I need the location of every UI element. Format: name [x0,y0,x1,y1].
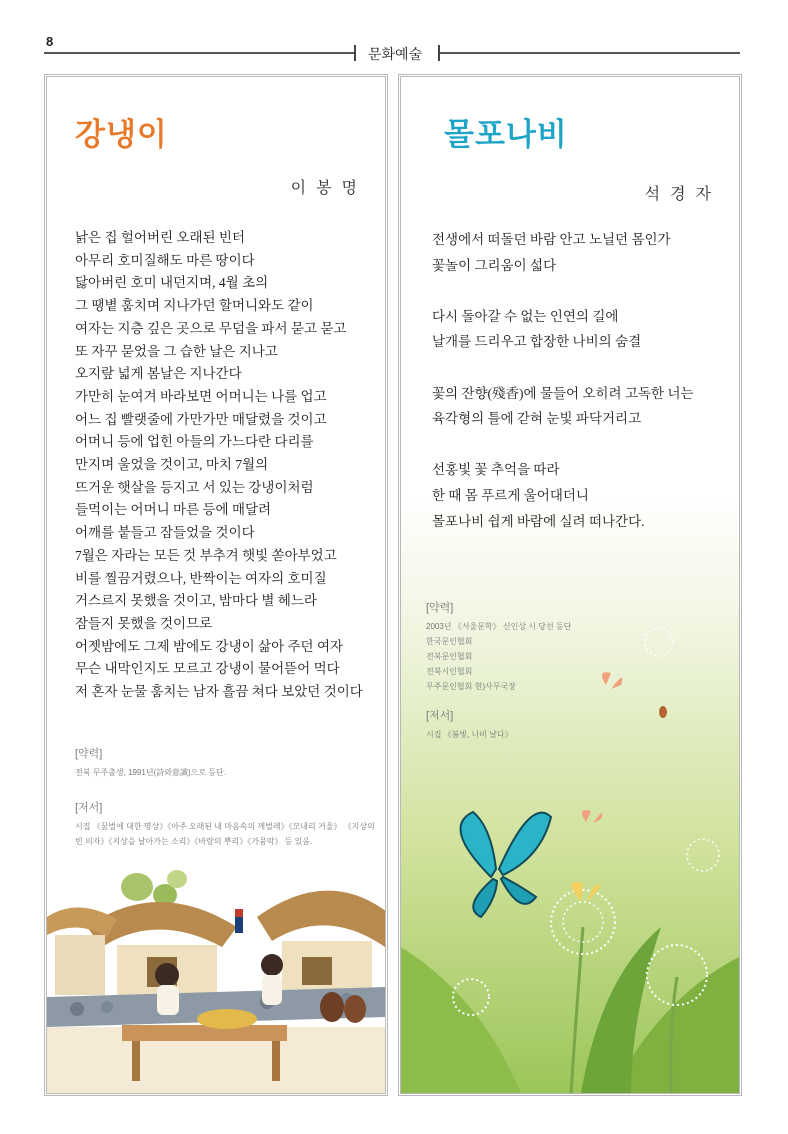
poem-column-left [44,74,388,1096]
poem-line: 어머니 등에 업힌 아들의 가느다란 다리를 [75,434,314,450]
poem-author: 석경자 [644,186,721,203]
author-works [75,799,375,849]
bio-line: 2003년 《서울문학》 신인상 시 당선 등단 [426,622,572,631]
bio-lines [426,619,571,694]
poem-line: 들먹이는 어머니 마른 등에 매달려 [75,502,272,518]
poem-line: 전생에서 떠돌던 바람 안고 노닐던 몸인가 [432,232,671,247]
village-illustration [47,857,385,1093]
poem-line: 어젯밤에도 그제 밤에도 강냉이 삶아 주던 여자 [75,638,344,654]
dandelion-butterfly-illustration [401,497,739,1093]
works-text: 시집 《봄빛, 나비 날다》 [426,730,513,739]
poem-line: 어깨를 붙들고 잠들었을 것이다 [75,525,255,541]
bio-line: 무주문인협회 현)사무국장 [426,682,516,691]
stanza-gap [432,278,732,304]
poem-line: 여자는 지층 깊은 곳으로 무덤을 파서 묻고 묻고 [75,320,347,336]
poem-title: 강냉이 [75,117,168,152]
stanza-gap [432,432,732,458]
poem-line: 꽃의 잔향(殘香)에 물들어 오히려 고독한 너는 [432,385,694,401]
stanza-gap [432,355,732,381]
works-heading: [저서] [75,802,103,814]
poem-column-right [398,74,742,1096]
poem-body [75,227,380,704]
poem-author: 이봉명 [290,180,367,197]
bio-text: 전북 무주출생, 1991년(詩와意識)으로 등단. [75,768,226,777]
header-tick-left [354,45,356,61]
bio-heading: [약력] [426,602,454,614]
poem-line: 오지랖 넓게 봄날은 지나간다 [75,366,242,382]
poem-line: 만지며 울었을 것이고, 마치 7월의 [75,457,269,473]
poem-line: 어느 집 빨랫줄에 가만가만 매달렸을 것이고 [75,411,327,427]
poem-title: 몰포나비 [444,117,568,152]
page-number: 8 [46,34,54,49]
poem-line: 닳아버린 호미 내던지며, 4월 초의 [75,275,269,291]
poem-line: 낡은 집 헐어버린 오래된 빈터 [75,230,245,245]
poem-line: 아무리 호미질해도 마른 땅이다 [75,252,255,268]
poem-line: 저 혼자 눈물 훔치는 남자 흘끔 쳐다 보았던 것이다 [75,684,363,700]
poem-line: 선홍빛 꽃 추억을 따라 [432,462,560,478]
poem-line: 또 자꾸 묻었을 그 습한 날은 지나고 [75,343,278,359]
header-rule-left [44,52,354,54]
poem-line: 꽃놀이 그리움이 섧다 [432,257,557,273]
poem-line: 날개를 드리우고 합장한 나비의 숨결 [432,334,642,350]
works-heading: [저서] [426,710,454,722]
poem-line: 다시 돌아갈 수 없는 인연의 길에 [432,308,619,324]
bio-line: 전북문인협회 [426,652,473,661]
poem-line: 가만히 눈여겨 바라보면 어머니는 나를 업고 [75,388,327,404]
poem-line: 7월은 자라는 모든 것 부추겨 햇빛 쏟아부었고 [75,547,337,563]
poem-line: 거스르지 못했을 것이고, 밤마다 별 헤느라 [75,593,317,609]
bio-line: 전북시인협회 [426,667,473,676]
poem-body [432,227,732,534]
poem-line: 그 땡볕 훔치며 지나가던 할머니와도 같이 [75,298,314,314]
poem-line: 잠들지 못했을 것이므로 [75,615,213,631]
bio-line: 한국문인협회 [426,637,473,646]
author-bio [426,599,571,694]
poem-line: 무슨 내막인지도 모르고 강냉이 물어뜯어 먹다 [75,661,340,677]
poem-line: 육각형의 틀에 갇혀 눈빛 파닥거리고 [432,411,642,427]
works-text: 시집 《꿈벌에 대한 명상》《아주 오래된 내 마음속의 깨벌레》《모내리 거울》 《지상의 빈 의자》《지상을 날아가는 소리》《바람의 뿌리》《가뭄막》 등 있음. [75,822,375,846]
poem-line: 몰포나비 쉽게 바람에 실려 떠나간다. [432,513,645,529]
poem-line: 뜨거운 햇살을 등지고 서 있는 강냉이처럼 [75,479,314,495]
header-rule-right [440,52,740,54]
poem-line: 비를 찔끔거렸으나, 반짝이는 여자의 호미질 [75,570,327,586]
author-bio [75,745,226,780]
poem-line: 한 때 몸 푸르게 울어대더니 [432,487,589,503]
section-label: 문화예술 [368,46,423,62]
bio-heading: [약력] [75,748,103,760]
author-works [426,707,513,742]
